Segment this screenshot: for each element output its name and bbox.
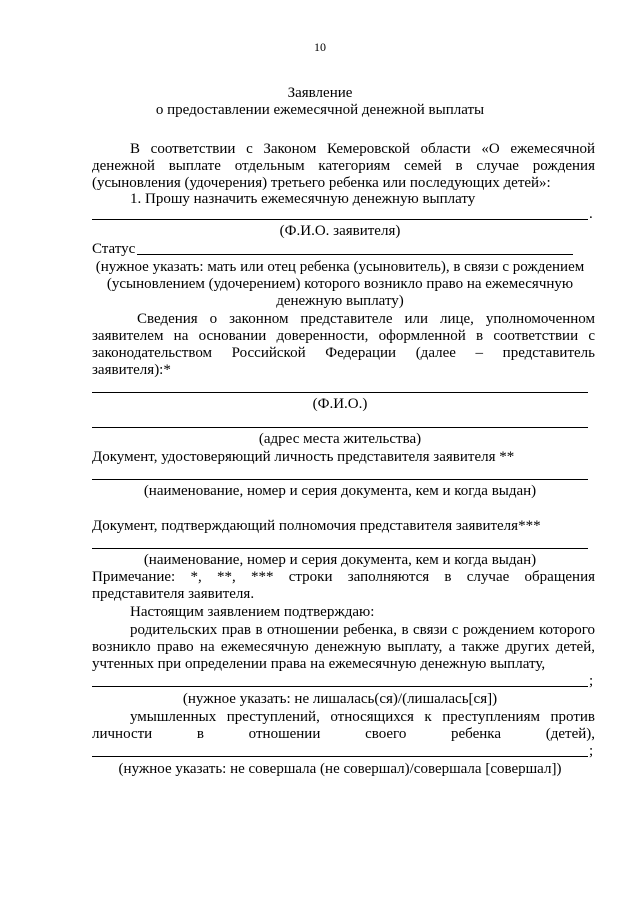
item-1: 1. Прошу назначить ежемесячную денежную выплату: [130, 191, 476, 207]
representative-line-1: Сведения о законном представителе или лице, уполномоченном: [137, 311, 595, 327]
fio-hint: (Ф.И.О.): [312, 396, 368, 412]
crimes-hint: (нужное указать: не совершала (не совершал)/совершала [совершал]): [118, 761, 562, 777]
doc-identity-line: [92, 479, 588, 480]
intro-line-3: (усыновления (удочерения) третьего ребенка или последующих детей»:: [92, 175, 551, 191]
doc-authority-line: [92, 548, 588, 549]
crimes-line-2: личности в отношении своего ребенка (детей),: [92, 726, 595, 742]
document-title: Заявление: [287, 85, 353, 101]
doc-authority-hint: (наименование, номер и серия документа, кем и когда выдан): [143, 552, 537, 568]
period: .: [589, 206, 593, 222]
doc-identity-label: Документ, удостоверяющий личность представителя заявителя **: [92, 449, 515, 465]
semicolon-1: ;: [589, 673, 594, 689]
applicant-name-line: [92, 219, 588, 220]
crimes-answer-line: [92, 756, 588, 757]
representative-line-4: заявителя):*: [92, 362, 171, 378]
parental-line-3: учтенных при определении права на ежемесячную денежную выплату,: [92, 656, 546, 672]
parental-answer-line: [92, 686, 588, 687]
crimes-line-1: умышленных преступлений, относящихся к преступлениям против: [130, 709, 595, 725]
parental-line-1: родительских прав в отношении ребенка, в связи с рождением которого: [130, 622, 595, 638]
status-label: Статус: [92, 241, 136, 257]
address-hint: (адрес места жительства): [258, 431, 422, 447]
deprived-hint: (нужное указать: не лишалась(ся)/(лишалась[ся]): [182, 691, 498, 707]
status-hint-1: (нужное указать: мать или отец ребенка (усыновитель), в связи с рождением: [95, 259, 585, 275]
doc-identity-hint: (наименование, номер и серия документа, кем и когда выдан): [143, 483, 537, 499]
note-line-1: Примечание: *, **, *** строки заполняются в случае обращения: [92, 569, 595, 585]
address-line: [92, 427, 588, 428]
fio-applicant-hint: (Ф.И.О. заявителя): [279, 223, 401, 239]
representative-line-2: заявителем на основании доверенности, оформленной в соответствии с: [92, 328, 595, 344]
confirm-line: Настоящим заявлением подтверждаю:: [130, 604, 375, 620]
document-subtitle: о предоставлении ежемесячной денежной выплаты: [155, 102, 485, 118]
status-hint-2: (усыновлением (удочерением) которого возникло право на ежемесячную: [106, 276, 574, 292]
page-number: 10: [314, 40, 326, 54]
doc-authority-label: Документ, подтверждающий полномочия представителя заявителя***: [92, 518, 541, 534]
representative-line-3: законодательством Российской Федерации (далее – представитель: [92, 345, 595, 361]
intro-line-2: денежной выплате отдельным категориям семей в случае рождения: [92, 158, 595, 174]
representative-name-line: [92, 392, 588, 393]
status-hint-3: денежную выплату): [276, 293, 404, 309]
note-line-2: представителя заявителя.: [92, 586, 255, 602]
parental-line-2: возникло право на ежемесячную денежную выплату, а также других детей,: [92, 639, 595, 655]
status-line: [137, 254, 573, 255]
semicolon-2: ;: [589, 743, 594, 759]
intro-line-1: В соответствии с Законом Кемеровской области «О ежемесячной: [130, 141, 595, 157]
